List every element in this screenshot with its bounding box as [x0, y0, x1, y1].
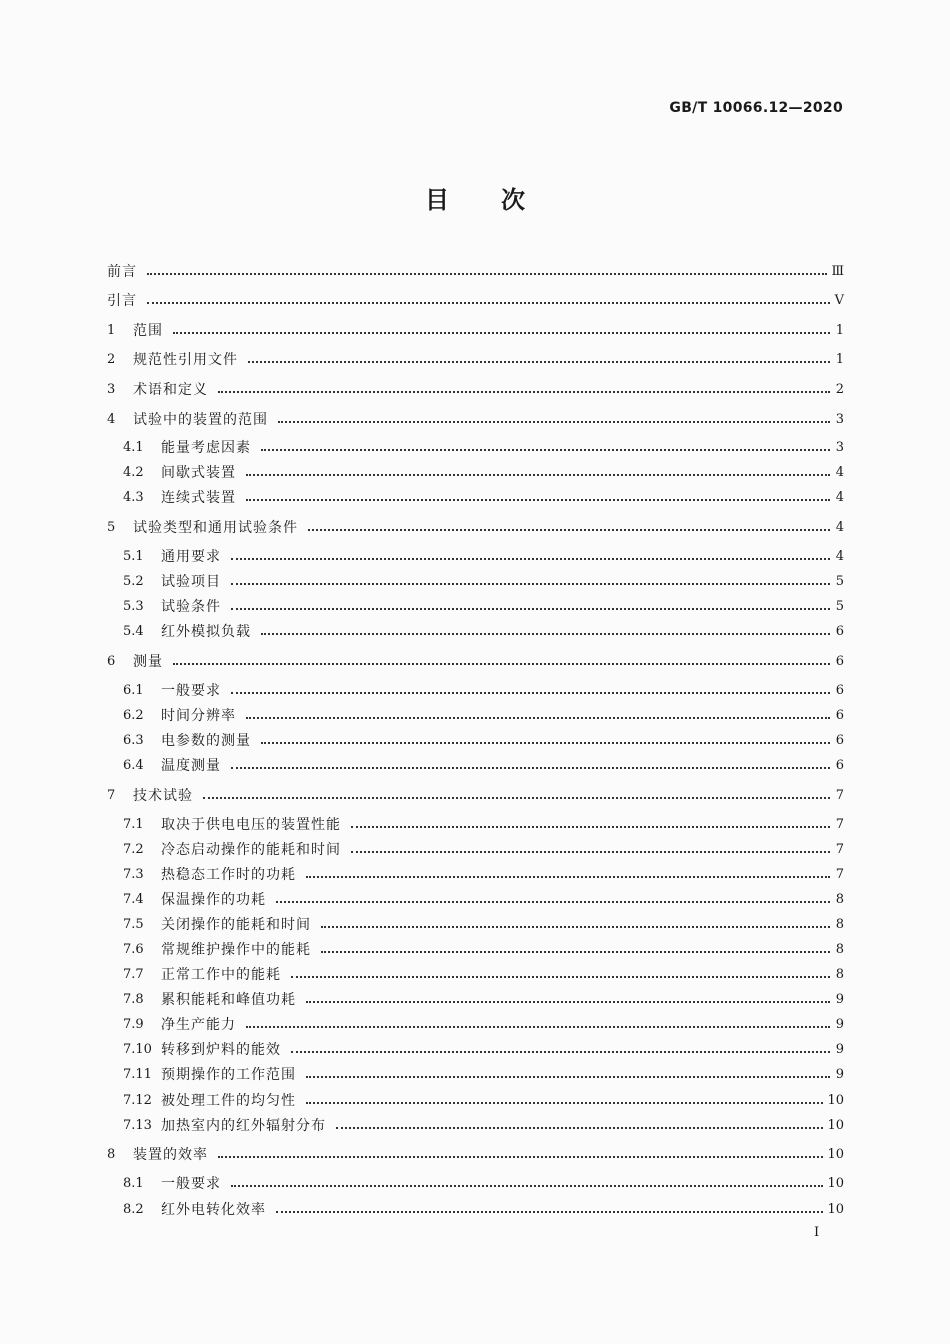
- toc-leader-dots: [203, 797, 830, 799]
- toc-entry: [107, 486, 844, 508]
- toc-entry-title: 术语和定义: [133, 382, 208, 398]
- toc-entry-page: Ⅲ: [831, 263, 844, 279]
- toc-leader-dots: [173, 663, 830, 665]
- toc-entry-title: 一般要求: [161, 683, 221, 699]
- toc-leader-dots: [231, 583, 830, 585]
- toc-entry-number: 7.5: [123, 916, 144, 932]
- toc-entry: [107, 1198, 844, 1220]
- toc-entry-page: 9: [835, 1016, 844, 1032]
- toc-entry: [107, 595, 844, 617]
- toc-entry-page: 6: [835, 732, 844, 748]
- toc-entry-number: 7.8: [123, 991, 144, 1007]
- toc-entry-page: 1: [835, 322, 844, 338]
- toc-leader-dots: [218, 1156, 823, 1158]
- toc-entry-page: 4: [835, 548, 844, 564]
- toc-entry: [107, 1089, 844, 1111]
- toc-entry-page: 6: [835, 682, 844, 698]
- toc-entry: [107, 784, 844, 806]
- toc-entry: [107, 289, 844, 311]
- toc-leader-dots: [291, 976, 830, 978]
- toc-entry-number: 7.7: [123, 966, 144, 982]
- toc-entry-page: 5: [835, 573, 844, 589]
- toc-entry-title: 时间分辨率: [161, 708, 236, 724]
- toc-entry-title: 前言: [107, 264, 137, 280]
- toc-entry-title: 转移到炉料的能效: [161, 1042, 281, 1058]
- toc-entry: [107, 260, 844, 282]
- toc-entry-page: 9: [835, 1066, 844, 1082]
- toc-entry-number: 7.1: [123, 816, 144, 832]
- toc-leader-dots: [248, 361, 830, 363]
- toc-leader-dots: [246, 474, 830, 476]
- toc-entry: [107, 754, 844, 776]
- toc-leader-dots: [276, 901, 830, 903]
- toc-entry-title: 能量考虑因素: [161, 440, 251, 456]
- toc-leader-dots: [306, 1001, 830, 1003]
- toc-entry-number: 7.11: [123, 1066, 152, 1082]
- toc-entry-number: 1: [107, 322, 116, 338]
- toc-entry-number: 6.4: [123, 757, 144, 773]
- toc-entry-page: 8: [835, 941, 844, 957]
- toc-entry: [107, 436, 844, 458]
- toc-entry: [107, 516, 844, 538]
- page-title: [0, 180, 950, 215]
- toc-leader-dots: [306, 1102, 823, 1104]
- toc-entry-page: 3: [835, 439, 844, 455]
- toc-entry-number: 3: [107, 381, 116, 397]
- toc-entry-title: 电参数的测量: [161, 733, 251, 749]
- toc-entry-page: 5: [835, 598, 844, 614]
- toc-entry-page: 8: [835, 916, 844, 932]
- toc-entry-number: 5: [107, 519, 116, 535]
- toc-entry-number: 6.3: [123, 732, 144, 748]
- toc-entry: [107, 704, 844, 726]
- toc-leader-dots: [261, 449, 830, 451]
- toc-entry-number: 8.2: [123, 1201, 144, 1217]
- toc-entry-title: 测量: [133, 654, 163, 670]
- toc-entry-title: 加热室内的红外辐射分布: [161, 1118, 326, 1134]
- toc-entry-title: 被处理工件的均匀性: [161, 1093, 296, 1109]
- toc-leader-dots: [321, 926, 830, 928]
- toc-entry-title: 试验中的装置的范围: [133, 412, 268, 428]
- toc-leader-dots: [306, 1076, 830, 1078]
- toc-entry-page: 10: [827, 1175, 844, 1191]
- toc-entry-title: 冷态启动操作的能耗和时间: [161, 842, 341, 858]
- toc-entry-title: 通用要求: [161, 549, 221, 565]
- toc-entry-page: 7: [835, 866, 844, 882]
- toc-entry: [107, 408, 844, 430]
- toc-entry-number: 5.2: [123, 573, 144, 589]
- toc-entry-title: 红外电转化效率: [161, 1202, 266, 1218]
- toc-entry-number: 2: [107, 351, 116, 367]
- toc-leader-dots: [231, 558, 830, 560]
- toc-entry: [107, 813, 844, 835]
- toc-entry-title: 试验项目: [161, 574, 221, 590]
- toc-entry-page: 4: [835, 489, 844, 505]
- page-title-char-1: 目: [425, 186, 449, 214]
- toc-entry: [107, 1114, 844, 1136]
- toc-entry: [107, 650, 844, 672]
- toc-leader-dots: [261, 742, 830, 744]
- toc-leader-dots: [306, 876, 830, 878]
- toc-leader-dots: [321, 951, 830, 953]
- toc-entry-page: 6: [835, 653, 844, 669]
- toc-entry-title: 净生产能力: [161, 1017, 236, 1033]
- toc-entry-page: 1: [835, 351, 844, 367]
- toc-entry-title: 正常工作中的能耗: [161, 967, 281, 983]
- toc-entry-number: 7.4: [123, 891, 144, 907]
- toc-entry-number: 5.3: [123, 598, 144, 614]
- toc-entry-title: 保温操作的功耗: [161, 892, 266, 908]
- toc-entry-title: 红外模拟负载: [161, 624, 251, 640]
- toc-entry-number: 7.2: [123, 841, 144, 857]
- toc-entry-page: 9: [835, 1041, 844, 1057]
- toc-entry-number: 7.6: [123, 941, 144, 957]
- toc-entry-page: 7: [835, 816, 844, 832]
- toc-entry-number: 7.12: [123, 1092, 152, 1108]
- toc-entry: [107, 938, 844, 960]
- toc-entry-number: 7.10: [123, 1041, 152, 1057]
- toc-entry-title: 范围: [133, 323, 163, 339]
- toc-entry-number: 4.1: [123, 439, 144, 455]
- toc-entry-title: 热稳态工作时的功耗: [161, 867, 296, 883]
- toc-entry: [107, 863, 844, 885]
- toc-entry-number: 8: [107, 1146, 116, 1162]
- toc-entry: [107, 963, 844, 985]
- toc-entry: [107, 1172, 844, 1194]
- toc-entry-page: 7: [835, 787, 844, 803]
- toc-entry-number: 4: [107, 411, 116, 427]
- toc-entry-page: 6: [835, 707, 844, 723]
- toc-entry-page: 6: [835, 623, 844, 639]
- toc-entry: [107, 620, 844, 642]
- toc-entry: [107, 888, 844, 910]
- toc-entry: [107, 1013, 844, 1035]
- toc-entry-page: 2: [835, 381, 844, 397]
- toc-leader-dots: [218, 391, 830, 393]
- toc-entry-title: 装置的效率: [133, 1147, 208, 1163]
- toc-entry: [107, 1143, 844, 1165]
- toc-entry: [107, 679, 844, 701]
- toc-entry-title: 间歇式装置: [161, 465, 236, 481]
- toc-entry-title: 预期操作的工作范围: [161, 1067, 296, 1083]
- toc-entry-number: 7.9: [123, 1016, 144, 1032]
- toc-entry-title: 累积能耗和峰值功耗: [161, 992, 296, 1008]
- toc-leader-dots: [278, 421, 830, 423]
- toc-entry-page: 4: [835, 464, 844, 480]
- toc-entry-page: 8: [835, 966, 844, 982]
- toc-entry-page: Ⅴ: [834, 292, 844, 308]
- toc-entry-page: 7: [835, 841, 844, 857]
- toc-entry-page: 6: [835, 757, 844, 773]
- page-number: I: [814, 1225, 820, 1240]
- toc-entry-title: 引言: [107, 293, 137, 309]
- toc-entry: [107, 838, 844, 860]
- toc-entry-page: 3: [835, 411, 844, 427]
- toc-entry-number: 6: [107, 653, 116, 669]
- toc-entry-page: 10: [827, 1201, 844, 1217]
- toc-entry-number: 6.1: [123, 682, 144, 698]
- toc-entry-number: 8.1: [123, 1175, 144, 1191]
- toc-entry: [107, 348, 844, 370]
- toc-entry-page: 9: [835, 991, 844, 1007]
- toc-entry-page: 8: [835, 891, 844, 907]
- toc-entry-title: 取决于供电电压的装置性能: [161, 817, 341, 833]
- toc-entry-title: 试验条件: [161, 599, 221, 615]
- toc-leader-dots: [351, 826, 830, 828]
- toc-entry-title: 规范性引用文件: [133, 352, 238, 368]
- toc-entry-number: 4.2: [123, 464, 144, 480]
- toc-entry: [107, 319, 844, 341]
- toc-entry-page: 10: [827, 1092, 844, 1108]
- toc-leader-dots: [147, 273, 827, 275]
- toc-entry-title: 关闭操作的能耗和时间: [161, 917, 311, 933]
- toc-entry-title: 温度测量: [161, 758, 221, 774]
- toc-leader-dots: [231, 1185, 823, 1187]
- toc-entry-title: 试验类型和通用试验条件: [133, 520, 298, 536]
- toc-entry: [107, 570, 844, 592]
- toc-entry-page: 4: [835, 519, 844, 535]
- toc-leader-dots: [231, 767, 830, 769]
- toc-leader-dots: [246, 1026, 830, 1028]
- toc-entry: [107, 913, 844, 935]
- toc-entry-page: 10: [827, 1117, 844, 1133]
- toc-entry: [107, 1038, 844, 1060]
- page-title-char-2: 次: [501, 186, 525, 214]
- toc-entry: [107, 378, 844, 400]
- toc-entry: [107, 988, 844, 1010]
- toc-entry-title: 技术试验: [133, 788, 193, 804]
- toc-entry-number: 7: [107, 787, 116, 803]
- toc-entry-title: 连续式装置: [161, 490, 236, 506]
- toc-leader-dots: [276, 1211, 823, 1213]
- toc-entry-number: 7.13: [123, 1117, 152, 1133]
- toc-leader-dots: [231, 608, 830, 610]
- toc-entry-page: 10: [827, 1146, 844, 1162]
- toc-leader-dots: [231, 692, 830, 694]
- toc-leader-dots: [351, 851, 830, 853]
- toc-entry-title: 一般要求: [161, 1176, 221, 1192]
- toc-entry-number: 5.4: [123, 623, 144, 639]
- toc-entry: [107, 729, 844, 751]
- toc-entry: [107, 1063, 844, 1085]
- toc-entry-number: 5.1: [123, 548, 144, 564]
- toc-leader-dots: [246, 499, 830, 501]
- toc-entry: [107, 461, 844, 483]
- toc-leader-dots: [308, 529, 830, 531]
- toc-leader-dots: [291, 1051, 830, 1053]
- toc-leader-dots: [261, 633, 830, 635]
- toc-leader-dots: [336, 1127, 823, 1129]
- toc-leader-dots: [173, 332, 830, 334]
- toc-leader-dots: [246, 717, 830, 719]
- toc-entry-number: 6.2: [123, 707, 144, 723]
- toc-entry-number: 4.3: [123, 489, 144, 505]
- toc-entry-title: 常规维护操作中的能耗: [161, 942, 311, 958]
- toc-leader-dots: [147, 302, 830, 304]
- toc-entry-number: 7.3: [123, 866, 144, 882]
- toc-entry: [107, 545, 844, 567]
- standard-code: GB/T 10066.12—2020: [669, 100, 843, 116]
